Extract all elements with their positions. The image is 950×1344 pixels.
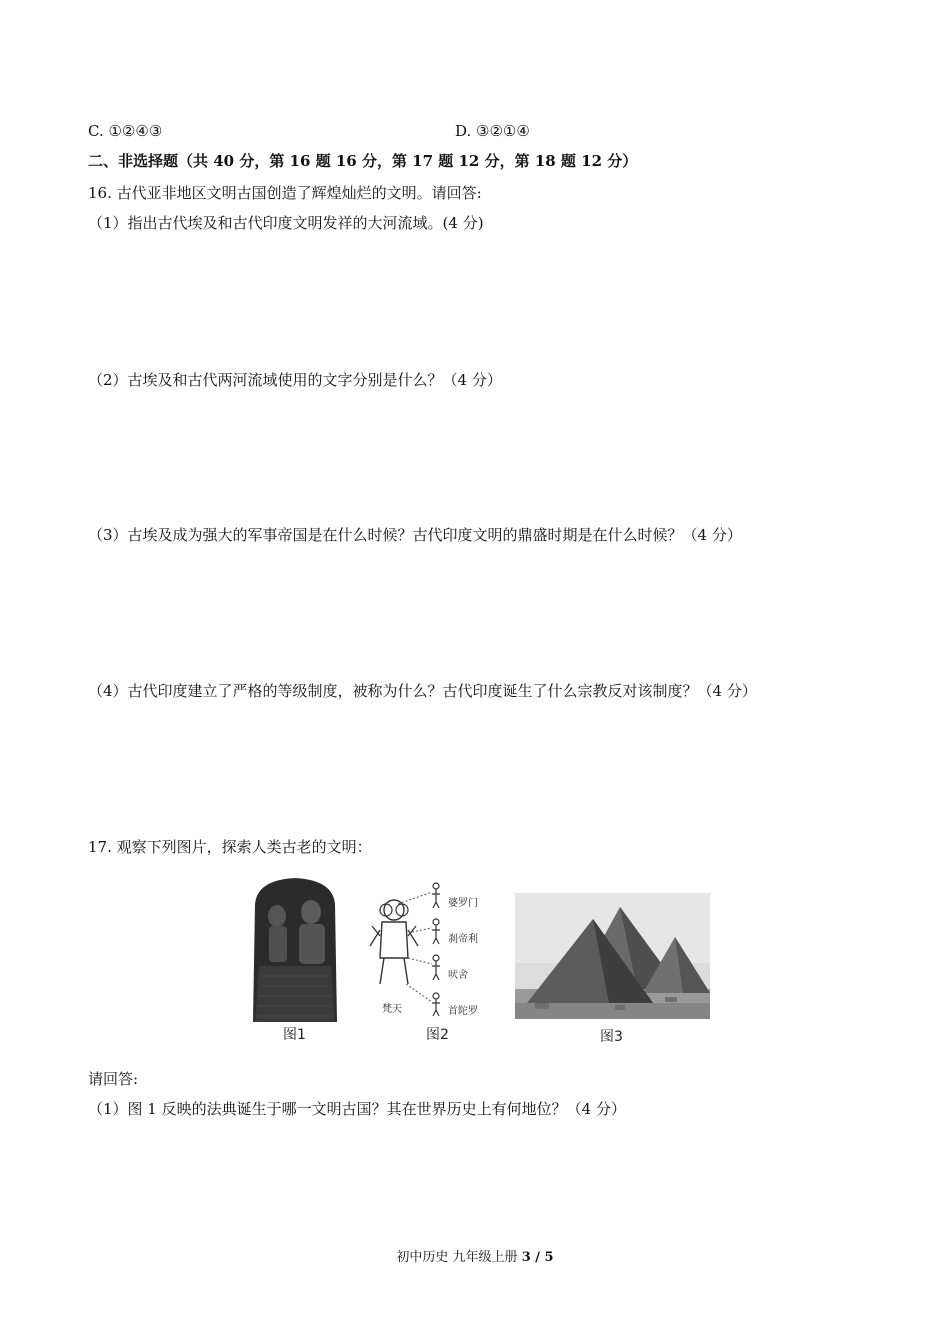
figure-1-caption: 图1 — [283, 1027, 306, 1043]
q17-sub1: （1）图 1 反映的法典诞生于哪一文明古国？其在世界历史上有何地位？（4 分） — [88, 1100, 626, 1118]
q16-sub4: （4）古代印度建立了严格的等级制度，被称为什么？古代印度诞生了什么宗教反对该制度？（4 分） — [88, 682, 757, 700]
caste-label-vaishya: 吠舍 — [448, 970, 468, 981]
figure-3-pyramids — [515, 893, 710, 1023]
figure-1-stele — [245, 876, 345, 1028]
caste-label-brahmin: 婆罗门 — [448, 898, 478, 909]
figure-3-caption: 图3 — [600, 1029, 623, 1045]
pyramids-image — [515, 893, 710, 1019]
q16-sub3: （3）古埃及成为强大的军事帝国是在什么时候？古代印度文明的鼎盛时期是在什么时候？（4 分） — [88, 526, 742, 544]
stele-image — [245, 876, 345, 1024]
figure-2-caption: 图2 — [426, 1027, 449, 1043]
section-heading: 二、非选择题（共 40 分，第 16 题 16 分，第 17 题 12 分，第 18 题 12 分） — [88, 152, 638, 170]
footer-subject: 初中历史 九年级上册 — [396, 1250, 522, 1265]
figure-2-caste-diagram — [368, 880, 488, 1024]
q17-prompt: 请回答: — [88, 1070, 139, 1088]
q17-stem: 17. 观察下列图片，探索人类古老的文明： — [88, 838, 372, 856]
option-c: C. ①②④③ — [88, 122, 163, 140]
deity-label: 梵天 — [382, 1004, 402, 1015]
caste-label-shudra: 首陀罗 — [448, 1006, 478, 1017]
q16-sub2: （2）古埃及和古代两河流域使用的文字分别是什么？（4 分） — [88, 371, 502, 389]
page-footer — [0, 1249, 950, 1267]
q16-stem: 16. 古代亚非地区文明古国创造了辉煌灿烂的文明。请回答: — [88, 184, 482, 202]
option-d: D. ③②①④ — [455, 122, 530, 140]
footer-page-number: 3 / 5 — [521, 1250, 554, 1265]
caste-label-kshatriya: 刹帝利 — [448, 934, 478, 945]
q16-sub1: （1）指出古代埃及和古代印度文明发祥的大河流域。(4 分) — [88, 214, 484, 232]
